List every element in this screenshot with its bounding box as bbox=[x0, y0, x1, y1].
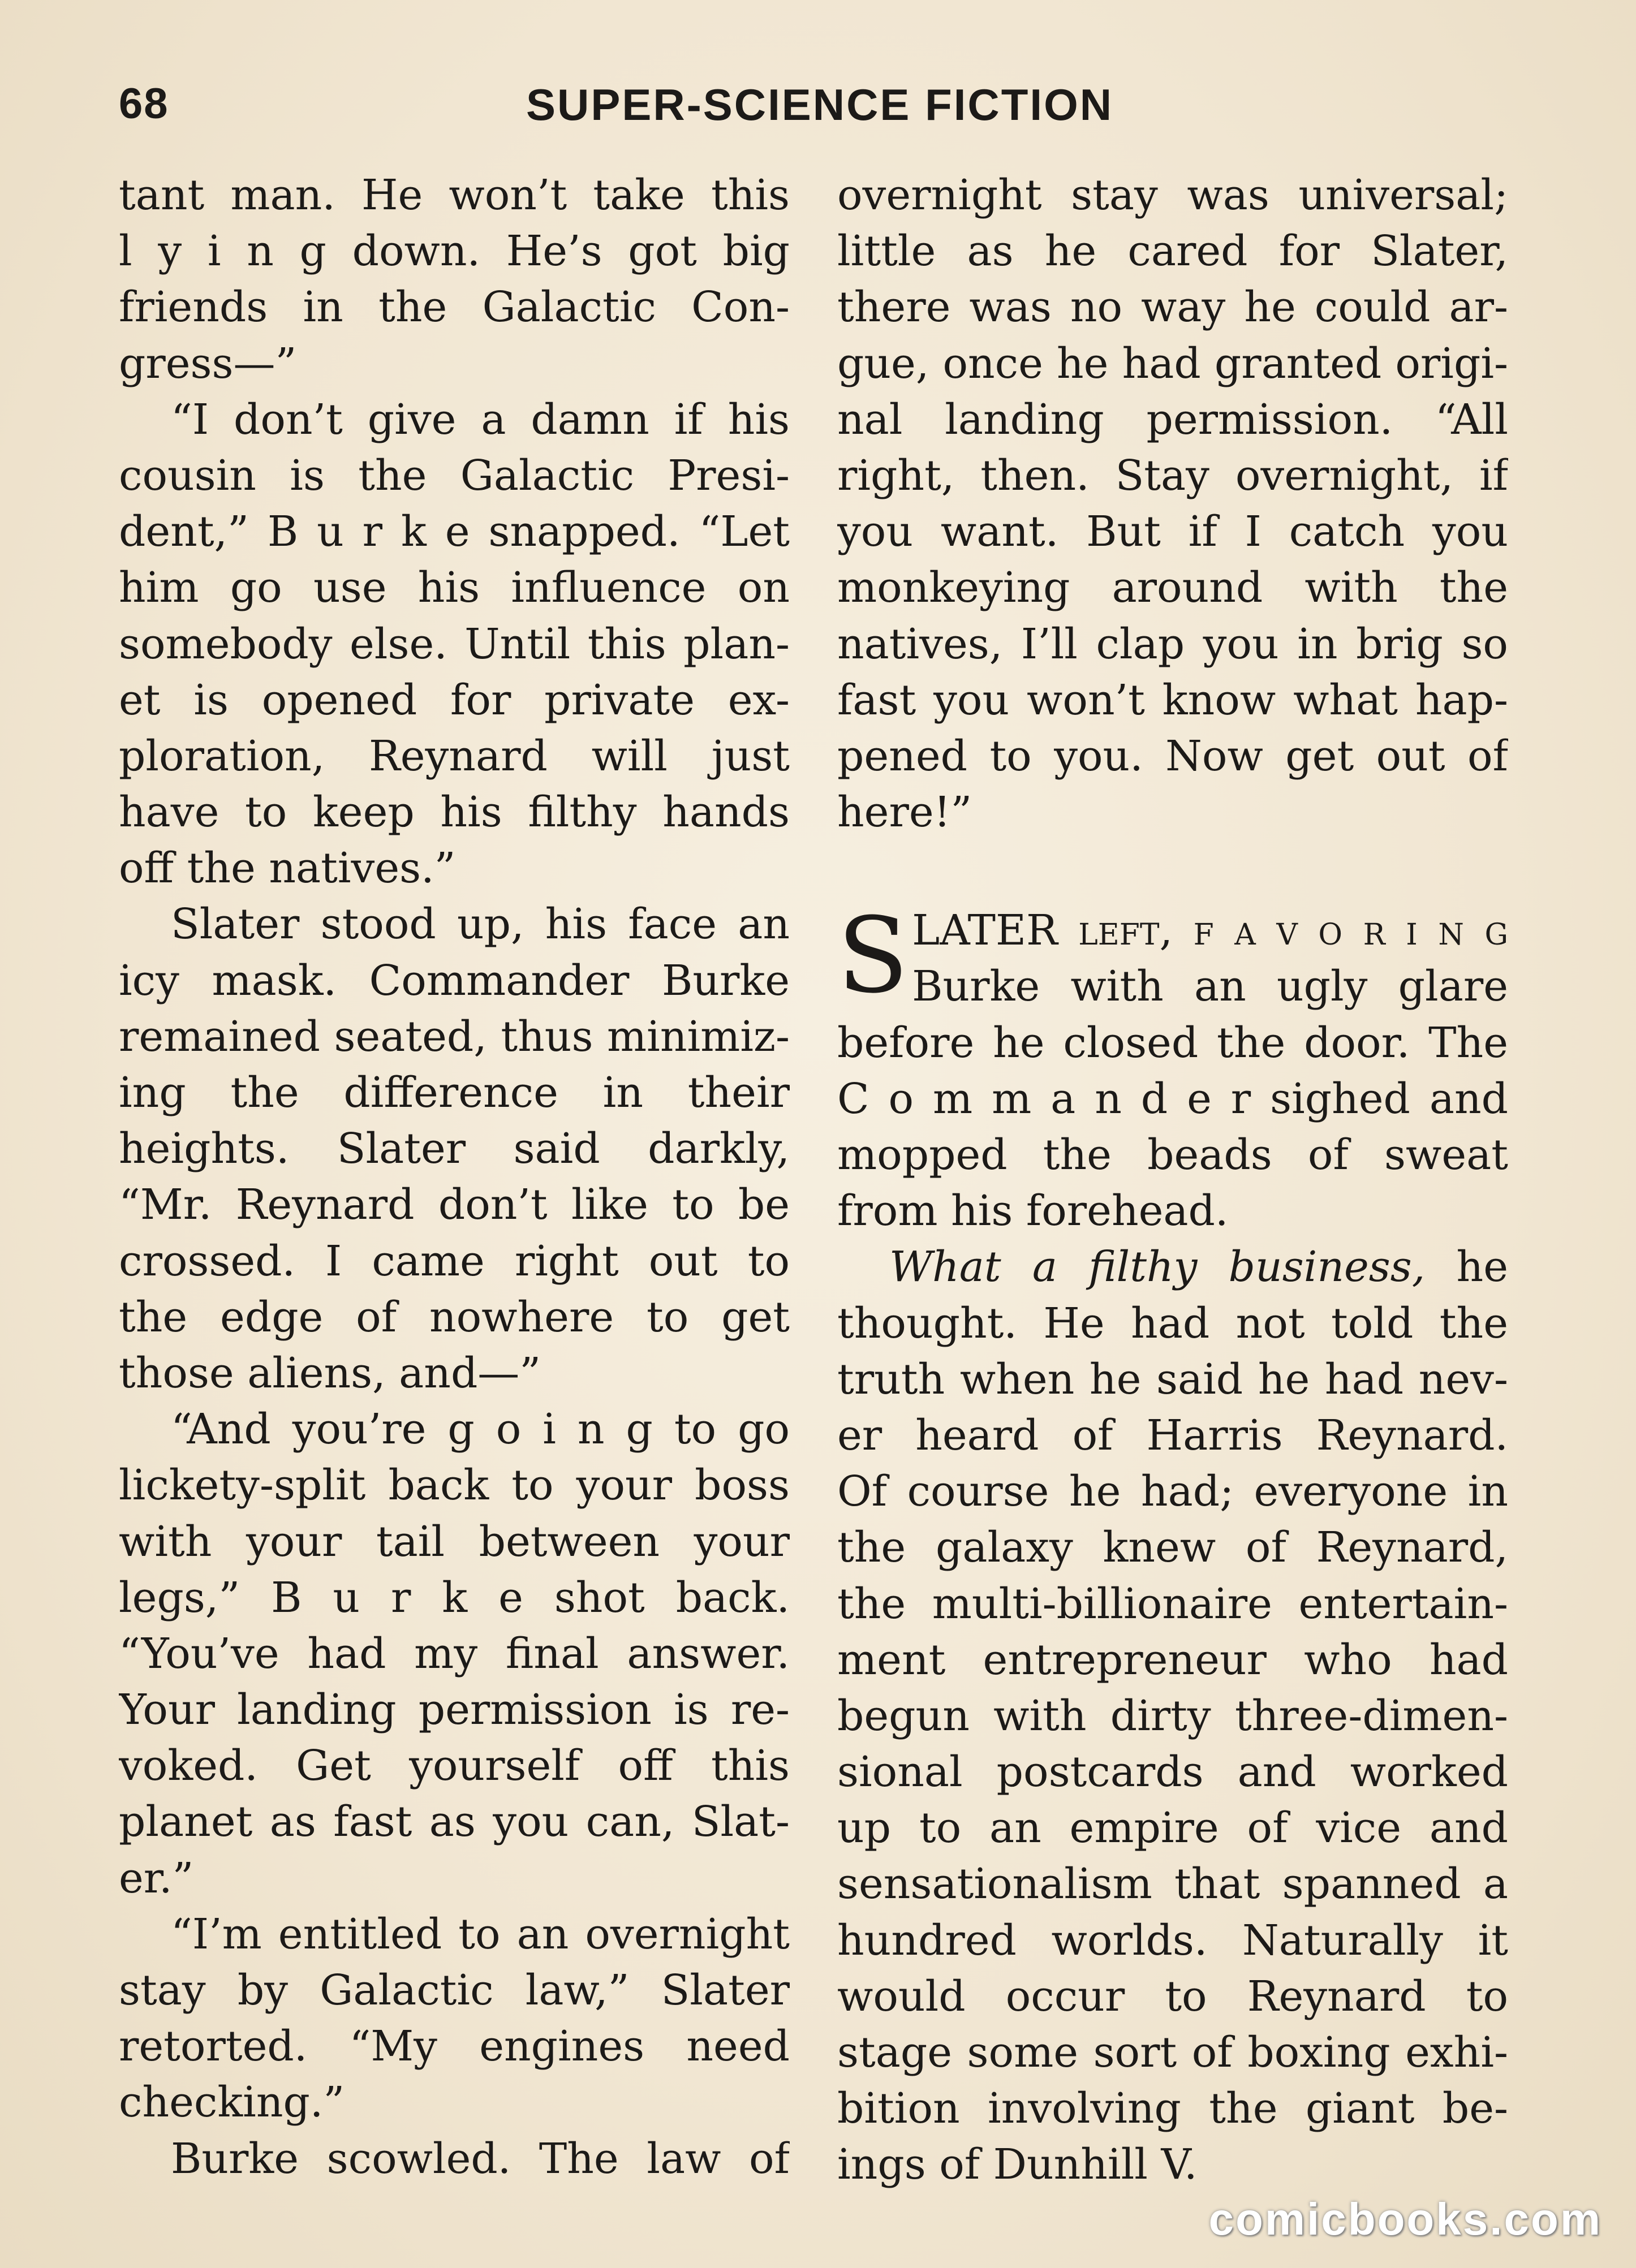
text-line: er.” bbox=[119, 1853, 194, 1903]
text-line: up to an empire of vice and bbox=[837, 1804, 1508, 1853]
text-line: Slater stood up, his face an bbox=[171, 900, 790, 949]
dropcap-line-2: Burke with an ugly glare bbox=[912, 962, 1508, 1011]
text-line: ing the difference in their bbox=[119, 1068, 790, 1117]
text-line: remained seated, thus minimiz- bbox=[119, 1012, 790, 1061]
text-line: voked. Get yourself off this bbox=[119, 1741, 790, 1791]
text-line: thought. He had not told the bbox=[837, 1299, 1508, 1348]
text-line: overnight stay was universal; bbox=[837, 171, 1508, 219]
right-column bbox=[837, 167, 1508, 2193]
dropcap-letter: S bbox=[837, 903, 909, 1015]
text-line: lickety-split back to your boss bbox=[119, 1461, 790, 1510]
text-line: planet as fast as you can, Slat- bbox=[119, 1797, 790, 1847]
text-line: him go use his influence on bbox=[119, 563, 790, 613]
text-line bbox=[837, 1239, 1508, 1295]
section-break bbox=[837, 840, 1508, 903]
text-line: those aliens, and—” bbox=[119, 1348, 541, 1398]
text-line: ploration, Reynard will just bbox=[119, 731, 790, 781]
text-line: ings of Dunhill V. bbox=[837, 2140, 1198, 2189]
text-line: crossed. I came right out to bbox=[119, 1236, 790, 1286]
text-line: Your landing permission is re- bbox=[119, 1685, 790, 1735]
text-line: stay by Galactic law,” Slater bbox=[119, 1966, 790, 2015]
text-line: heights. Slater said darkly, bbox=[119, 1124, 790, 1174]
watermark: comicbooks.com bbox=[1208, 2194, 1602, 2244]
text-line: “Mr. Reynard don’t like to be bbox=[119, 1180, 790, 1230]
text-line: you want. But if I catch you bbox=[837, 507, 1508, 557]
text-line: the multi-billionaire entertain- bbox=[837, 1579, 1508, 1628]
text-line: there was no way he could ar- bbox=[837, 283, 1508, 332]
text-line: gress—” bbox=[119, 339, 297, 388]
text-line: monkeying around with the bbox=[837, 563, 1508, 613]
text-line-rest: he bbox=[1425, 1243, 1508, 1292]
text-line: the galaxy knew of Reynard, bbox=[837, 1523, 1508, 1572]
right-column-bottom bbox=[837, 1015, 1508, 2193]
text-line: ment entrepreneur who had bbox=[837, 1635, 1508, 1684]
running-head: SUPER-SCIENCE FICTION bbox=[526, 80, 1114, 130]
text-line: tant man. He won’t take this bbox=[119, 171, 790, 219]
text-line: “You’ve had my final answer. bbox=[119, 1629, 790, 1678]
text-line: “I don’t give a damn if his bbox=[171, 395, 790, 444]
text-line: mopped the beads of sweat bbox=[837, 1131, 1508, 1179]
page-number: 68 bbox=[119, 80, 169, 128]
text-line: from his forehead. bbox=[837, 1187, 1229, 1236]
text-line: checking.” bbox=[119, 2078, 345, 2127]
text-line: Burke scowled. The law of bbox=[171, 2134, 790, 2183]
text-line: right, then. Stay overnight, if bbox=[837, 451, 1508, 500]
text-line: sional postcards and worked bbox=[837, 1748, 1508, 1797]
text-line: have to keep his filthy hands bbox=[119, 788, 790, 837]
text-line: friends in the Galactic Con- bbox=[119, 283, 790, 332]
text-line: begun with dirty three-dimen- bbox=[837, 1691, 1508, 1740]
text-line: nal landing permission. “All bbox=[837, 395, 1508, 444]
text-line: before he closed the door. The bbox=[837, 1018, 1508, 1067]
text-line: sensationalism that spanned a bbox=[837, 1860, 1508, 1909]
text-line: would occur to Reynard to bbox=[837, 1972, 1508, 2021]
text-line: Of course he had; everyone in bbox=[837, 1467, 1508, 1516]
text-line: somebody else. Until this plan- bbox=[119, 619, 790, 669]
text-line: er heard of Harris Reynard. bbox=[837, 1411, 1508, 1460]
text-line: C o m m a n d e r sighed and bbox=[837, 1074, 1508, 1123]
text-line: dent,” B u r k e snapped. “Let bbox=[119, 507, 790, 557]
text-line: natives, I’ll clap you in brig so bbox=[837, 619, 1508, 669]
page-header bbox=[119, 79, 1516, 141]
dropcap-paragraph bbox=[837, 903, 1508, 1015]
text-line: here!” bbox=[837, 788, 972, 837]
text-line: stage some sort of boxing exhi- bbox=[837, 2028, 1508, 2077]
text-line: cousin is the Galactic Presi- bbox=[119, 451, 790, 500]
text-line: et is opened for private ex- bbox=[119, 675, 790, 725]
dropcap-line-1 bbox=[912, 903, 1508, 959]
dropcap-line-1-text: LATER left, f a v o r i n g bbox=[912, 906, 1508, 955]
left-column bbox=[119, 167, 790, 2187]
text-line: the edge of nowhere to get bbox=[119, 1292, 790, 1342]
text-line: bition involving the giant be- bbox=[837, 2084, 1508, 2133]
text-line: pened to you. Now get out of bbox=[837, 731, 1508, 781]
text-line: off the natives.” bbox=[119, 844, 456, 893]
text-line: hundred worlds. Naturally it bbox=[837, 1916, 1508, 1965]
text-line: legs,” B u r k e shot back. bbox=[119, 1573, 790, 1622]
text-line: little as he cared for Slater, bbox=[837, 227, 1508, 276]
italic-phrase: What a filthy business, bbox=[889, 1243, 1426, 1292]
text-line: icy mask. Commander Burke bbox=[119, 956, 790, 1005]
text-line: “I’m entitled to an overnight bbox=[171, 1909, 790, 1959]
text-line: gue, once he had granted origi- bbox=[837, 339, 1508, 388]
text-line: fast you won’t know what hap- bbox=[837, 675, 1508, 725]
right-column-top bbox=[837, 167, 1508, 840]
text-line: with your tail between your bbox=[119, 1517, 790, 1566]
text-line: truth when he said he had nev- bbox=[837, 1355, 1508, 1404]
text-line: “And you’re g o i n g to go bbox=[171, 1405, 790, 1454]
text-line: l y i n g down. He’s got big bbox=[119, 227, 790, 276]
text-line: retorted. “My engines need bbox=[119, 2022, 790, 2071]
